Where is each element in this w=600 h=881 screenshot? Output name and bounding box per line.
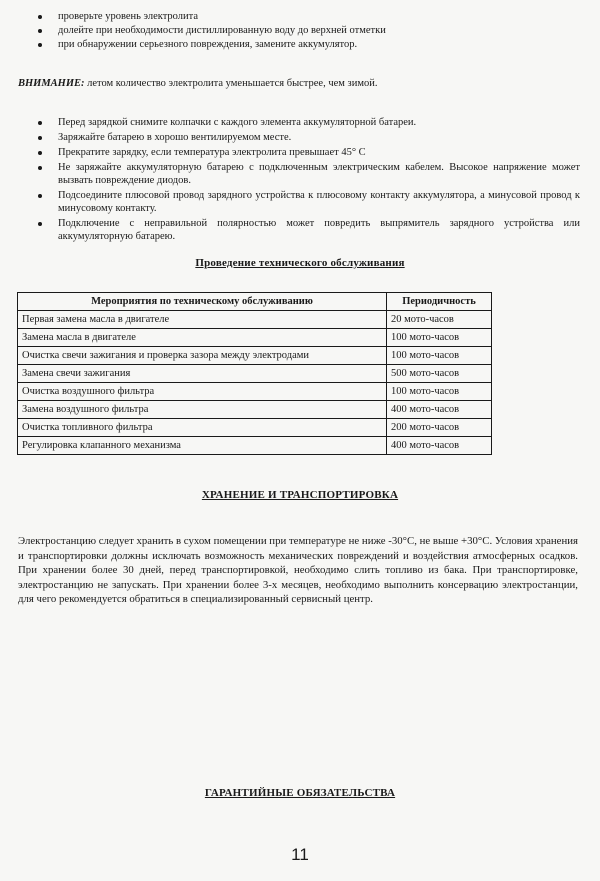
list-item: Подключение с неправильной полярностью может повредить выпрямитель зарядного устройства или аккумуляторную батарею. (0, 217, 600, 243)
period-cell: 400 мото-часов (387, 437, 492, 455)
list-item: долейте при необходимости дистиллированную воду до верхней отметки (0, 24, 600, 38)
table-row (18, 311, 492, 329)
task-cell: Регулировка клапанного механизма (18, 437, 387, 455)
column-header-task: Мероприятия по техническому обслуживанию (18, 293, 387, 311)
table-row (18, 365, 492, 383)
task-cell: Очистка воздушного фильтра (18, 383, 387, 401)
period-cell: 20 мото-часов (387, 311, 492, 329)
table-row (18, 347, 492, 365)
task-cell: Первая замена масла в двигателе (18, 311, 387, 329)
maintenance-table (17, 292, 492, 455)
task-cell: Очистка топливного фильтра (18, 419, 387, 437)
battery-check-list (0, 10, 600, 52)
period-cell: 100 мото-часов (387, 329, 492, 347)
period-cell: 400 мото-часов (387, 401, 492, 419)
list-item: при обнаружении серьезного повреждения, замените аккумулятор. (0, 38, 600, 52)
page-number: 11 (291, 845, 309, 864)
warning-label: ВНИМАНИЕ: (18, 78, 85, 89)
table-row (18, 383, 492, 401)
task-cell: Замена воздушного фильтра (18, 401, 387, 419)
list-item: Не заряжайте аккумуляторную батарею с подключенным электрическим кабелем. Высокое напряжение может вызвать повреждение диодов. (0, 161, 600, 187)
list-item: Перед зарядкой снимите колпачки с каждого элемента аккумуляторной батареи. (0, 116, 600, 129)
maintenance-title: Проведение технического обслуживания (195, 257, 405, 269)
list-item: Прекратите зарядку, если температура электролита превышает 45° С (0, 146, 600, 159)
charging-rules-list (0, 116, 600, 245)
period-cell: 200 мото-часов (387, 419, 492, 437)
table-header-row (18, 293, 492, 311)
table-row (18, 437, 492, 455)
period-cell: 500 мото-часов (387, 365, 492, 383)
column-header-period: Периодичность (387, 293, 492, 311)
task-cell: Замена свечи зажигания (18, 365, 387, 383)
task-cell: Очистка свечи зажигания и проверка зазора между электродами (18, 347, 387, 365)
period-cell: 100 мото-часов (387, 347, 492, 365)
warning-note (18, 77, 578, 90)
table-row (18, 401, 492, 419)
storage-title: ХРАНЕНИЕ И ТРАНСПОРТИРОВКА (201, 489, 399, 501)
table-row (18, 329, 492, 347)
table-row (18, 419, 492, 437)
task-cell: Замена масла в двигателе (18, 329, 387, 347)
warning-text: летом количество электролита уменьшается быстрее, чем зимой. (84, 78, 378, 89)
period-cell: 100 мото-часов (387, 383, 492, 401)
storage-paragraph: Электростанцию следует хранить в сухом помещении при температуре не ниже -30°С, не выше +30°С. Условия хранения и транспортировки должны исключать возможность механических повреждений и воздействия атмосферных осадков. При хранении более 30 дней, перед транспортировкой, необходимо слить топливо из бака. При транспортировке, электростанцию не запускать. При хранении более 3-х месяцев, необходимо выполнить консервацию электростанции, для чего рекомендуется обратиться в специализированный сервисный центр. (18, 535, 578, 605)
warranty-title: ГАРАНТИЙНЫЕ ОБЯЗАТЕЛЬСТВА (204, 787, 396, 799)
list-item: проверьте уровень электролита (0, 10, 600, 24)
list-item: Подсоедините плюсовой провод зарядного устройства к плюсовому контакту аккумулятора, а минусовой провод к минусовому контакту. (0, 189, 600, 215)
list-item: Заряжайте батарею в хорошо вентилируемом месте. (0, 131, 600, 144)
